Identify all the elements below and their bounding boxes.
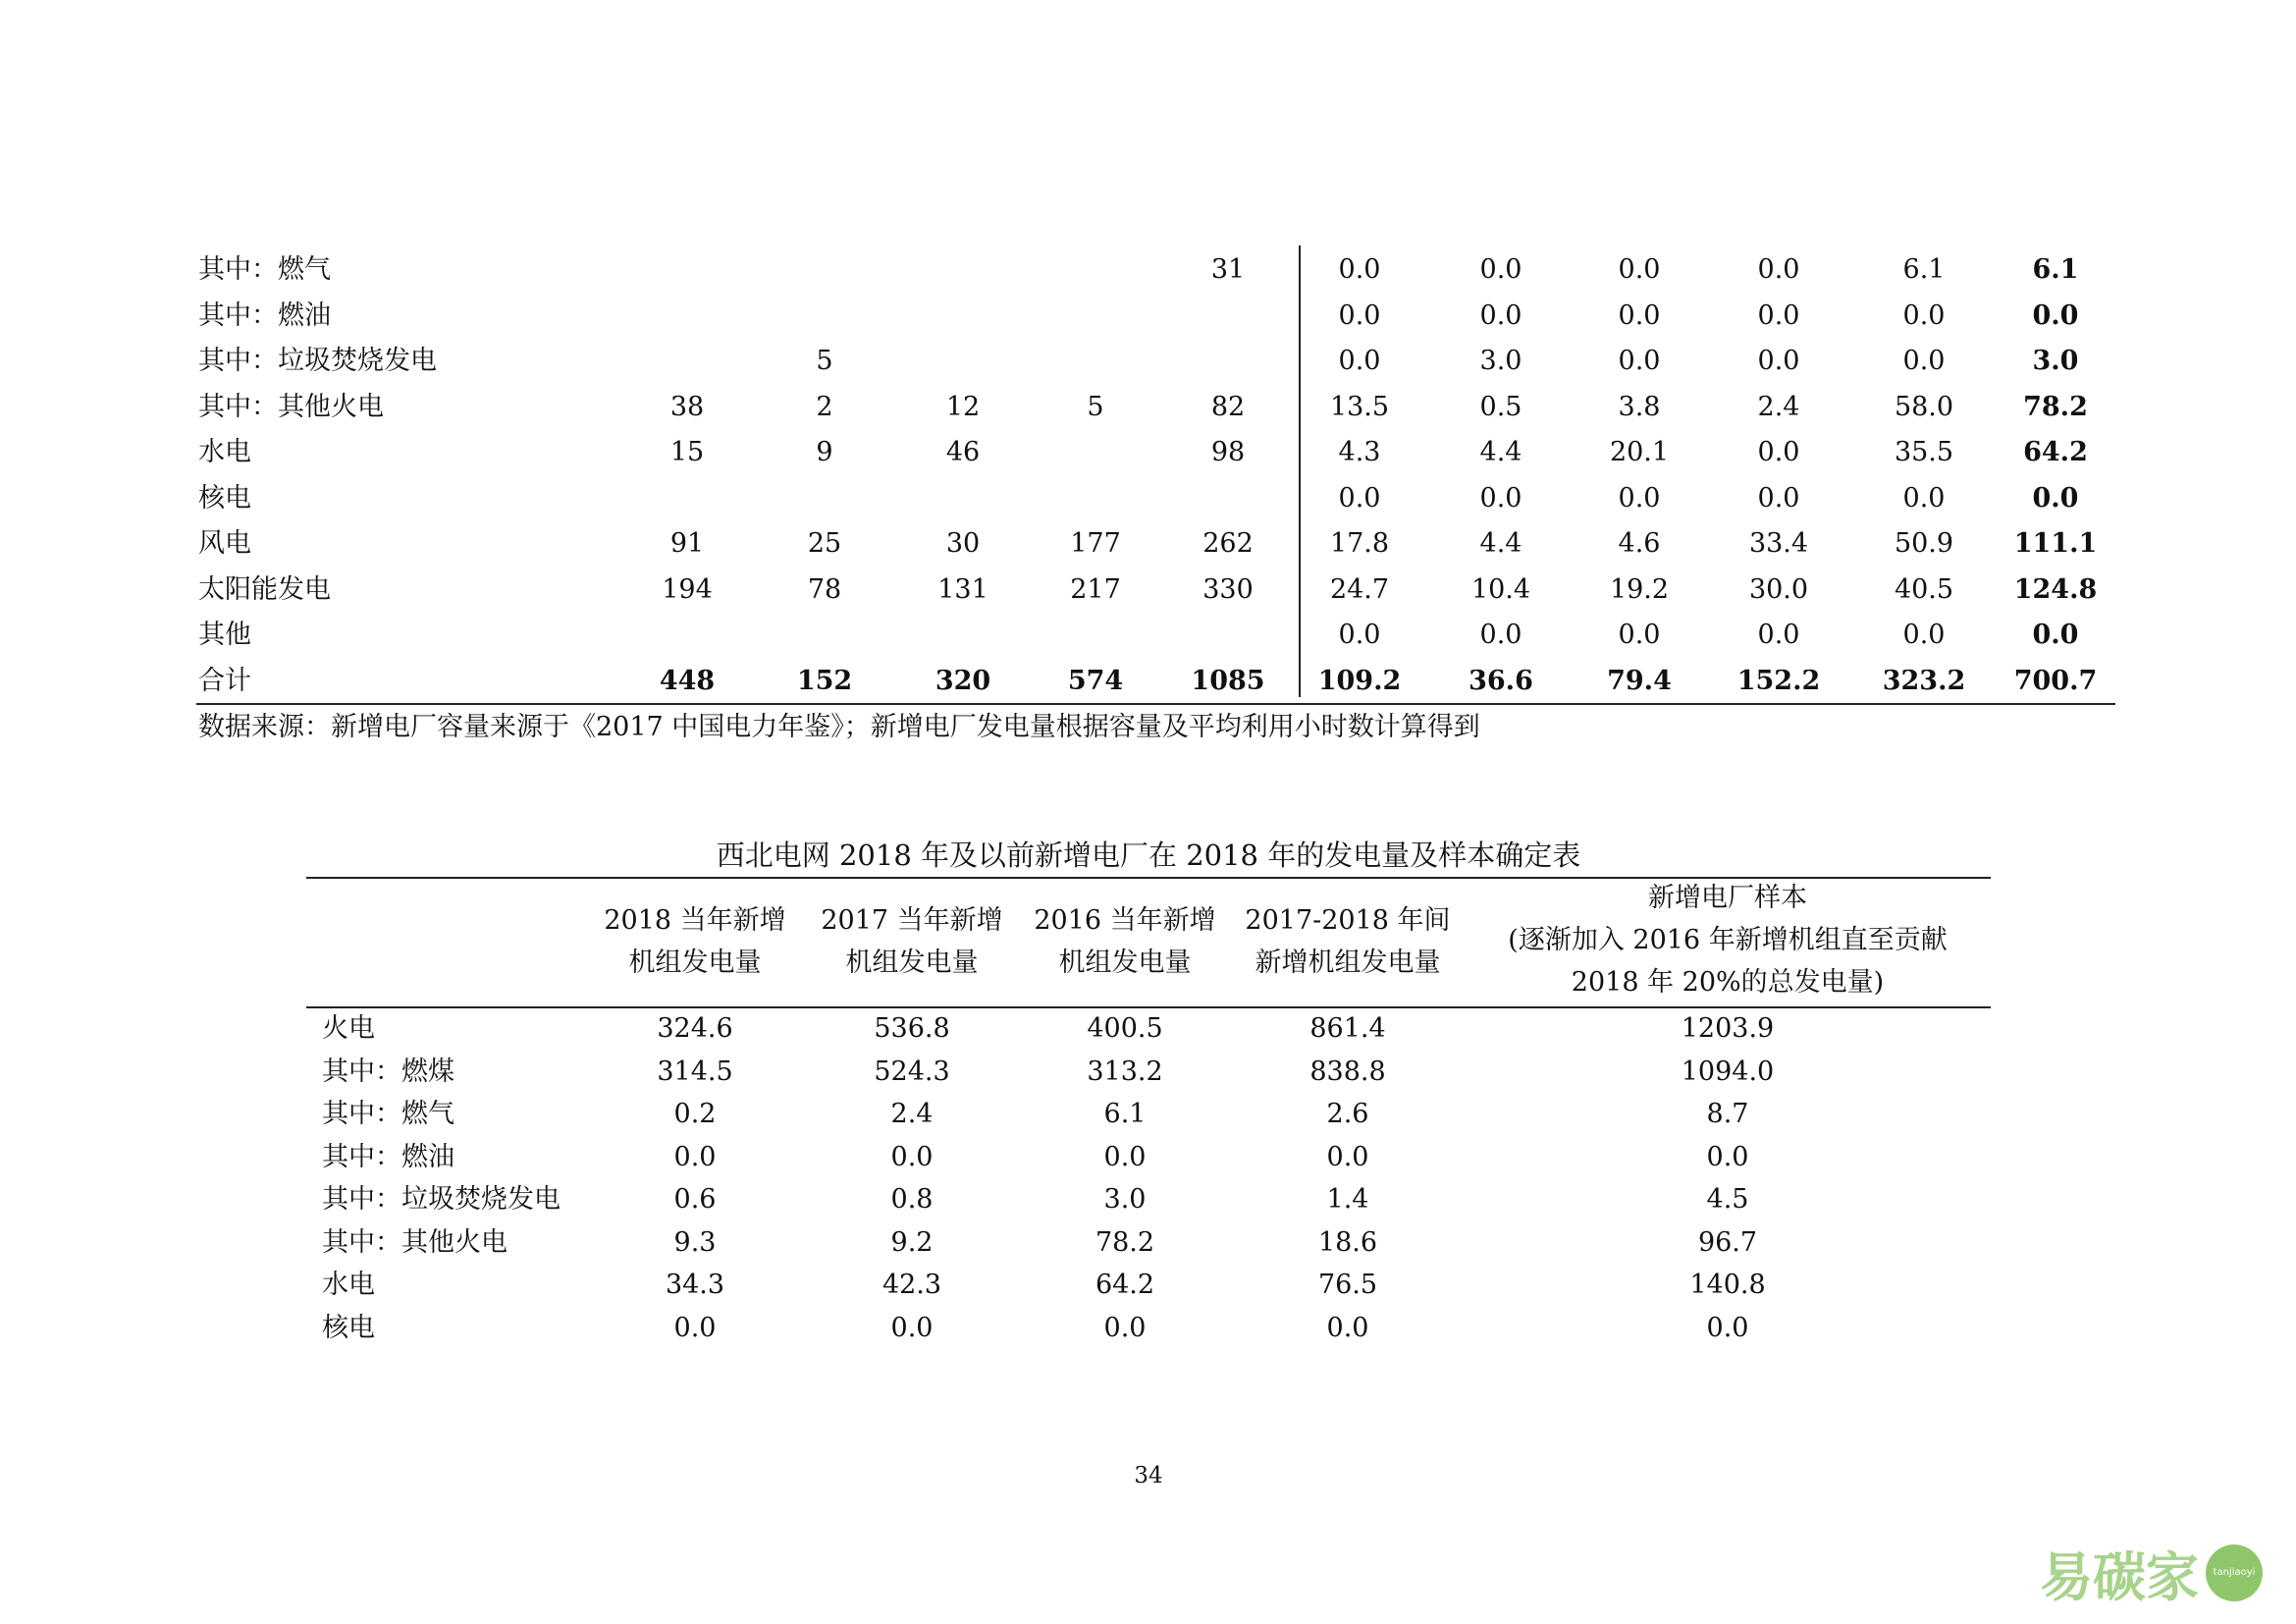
value-cell: 2.4 <box>890 1099 934 1129</box>
row-label: 其中：垃圾焚烧发电 <box>322 1184 561 1215</box>
generation-cell: 109.2 <box>1317 665 1402 696</box>
generation-cell: 19.2 <box>1609 573 1670 605</box>
column-header: 2018 年 20%的总发电量) <box>1571 967 1885 998</box>
row-label: 水电 <box>198 437 251 467</box>
value-cell: 0.0 <box>1326 1141 1369 1172</box>
column-header: 2017 当年新增 <box>821 905 1003 936</box>
page-number: 34 <box>1134 1463 1163 1489</box>
row-label: 风电 <box>198 528 251 559</box>
row-label: 其中：燃油 <box>198 299 331 331</box>
capacity-cell: 1085 <box>1191 665 1265 696</box>
generation-cell: 0.0 <box>1338 299 1381 331</box>
generation-cell: 4.6 <box>1618 528 1661 559</box>
generation-cell: 0.0 <box>1618 346 1661 376</box>
table2-title: 西北电网 2018 年及以前新增电厂在 2018 年的发电量及样本确定表 <box>716 839 1581 872</box>
capacity-cell: 15 <box>669 437 705 467</box>
capacity-cell: 131 <box>937 573 988 605</box>
table2-header-rule <box>306 1006 1991 1008</box>
generation-cell: 3.8 <box>1618 391 1661 422</box>
row-label: 太阳能发电 <box>198 573 331 605</box>
column-header: 机组发电量 <box>628 947 762 978</box>
value-cell: 6.1 <box>1103 1099 1147 1129</box>
capacity-cell: 262 <box>1202 528 1254 559</box>
generation-cell: 79.4 <box>1607 665 1672 696</box>
value-cell: 0.0 <box>1706 1141 1749 1172</box>
row-label: 其中：燃油 <box>322 1141 454 1172</box>
total-row-label: 合计 <box>198 665 251 696</box>
generation-cell: 3.0 <box>1479 346 1522 376</box>
value-cell: 0.0 <box>673 1141 717 1172</box>
generation-cell: 0.0 <box>1902 299 1946 331</box>
capacity-cell: 448 <box>659 665 716 696</box>
row-label: 其中：燃气 <box>198 254 331 285</box>
generation-cell: 4.3 <box>1338 437 1381 467</box>
value-cell: 314.5 <box>657 1056 733 1087</box>
generation-cell: 0.0 <box>1757 254 1800 285</box>
generation-total-cell: 3.0 <box>2032 346 2079 376</box>
column-header: (逐渐加入 2016 年新增机组直至贡献 <box>1508 925 1948 955</box>
column-header: 2017-2018 年间 <box>1245 905 1451 936</box>
column-header: 机组发电量 <box>1058 947 1192 978</box>
generation-cell: 4.4 <box>1479 528 1522 559</box>
value-cell: 0.6 <box>673 1184 717 1215</box>
generation-cell: 24.7 <box>1329 573 1390 605</box>
generation-cell: 0.0 <box>1338 482 1381 514</box>
value-cell: 324.6 <box>657 1013 733 1044</box>
capacity-cell: 5 <box>816 346 833 376</box>
capacity-cell: 25 <box>807 528 842 559</box>
value-cell: 861.4 <box>1309 1013 1386 1044</box>
generation-cell: 0.0 <box>1338 346 1381 376</box>
generation-total-cell: 0.0 <box>2032 620 2079 650</box>
generation-cell: 50.9 <box>1894 528 1954 559</box>
generation-total-cell: 64.2 <box>2023 437 2088 467</box>
generation-cell: 0.0 <box>1479 620 1522 650</box>
value-cell: 42.3 <box>881 1270 942 1300</box>
generation-cell: 0.0 <box>1902 482 1946 514</box>
watermark-badge: tanjiaoyi <box>2206 1544 2263 1601</box>
value-cell: 34.3 <box>665 1270 725 1300</box>
generation-cell: 13.5 <box>1329 391 1390 422</box>
capacity-cell: 5 <box>1087 391 1104 422</box>
value-cell: 96.7 <box>1697 1226 1758 1258</box>
value-cell: 0.0 <box>1326 1312 1369 1343</box>
capacity-cell: 320 <box>934 665 991 696</box>
capacity-cell: 194 <box>662 573 713 605</box>
generation-cell: 323.2 <box>1882 665 1966 696</box>
capacity-cell: 46 <box>945 437 981 467</box>
value-cell: 140.8 <box>1689 1270 1766 1300</box>
value-cell: 9.2 <box>890 1226 934 1258</box>
capacity-cell: 91 <box>669 528 705 559</box>
generation-cell: 0.0 <box>1618 299 1661 331</box>
generation-cell: 36.6 <box>1468 665 1533 696</box>
value-cell: 0.0 <box>1706 1312 1749 1343</box>
value-cell: 313.2 <box>1087 1056 1163 1087</box>
generation-cell: 20.1 <box>1609 437 1670 467</box>
generation-cell: 6.1 <box>1902 254 1946 285</box>
value-cell: 64.2 <box>1095 1270 1155 1300</box>
value-cell: 524.3 <box>874 1056 950 1087</box>
row-label: 其中：燃气 <box>322 1099 454 1129</box>
value-cell: 0.0 <box>890 1312 934 1343</box>
value-cell: 0.0 <box>1103 1312 1147 1343</box>
row-label: 其他 <box>198 620 251 650</box>
value-cell: 2.6 <box>1326 1099 1369 1129</box>
generation-cell: 10.4 <box>1470 573 1531 605</box>
generation-cell: 4.4 <box>1479 437 1522 467</box>
generation-cell: 0.0 <box>1618 254 1661 285</box>
capacity-cell: 574 <box>1067 665 1124 696</box>
value-cell: 838.8 <box>1309 1056 1386 1087</box>
generation-cell: 0.0 <box>1338 254 1381 285</box>
value-cell: 0.0 <box>1103 1141 1147 1172</box>
generation-cell: 58.0 <box>1894 391 1954 422</box>
capacity-cell: 9 <box>816 437 833 467</box>
capacity-cell: 30 <box>945 528 981 559</box>
value-cell: 0.0 <box>673 1312 717 1343</box>
row-label: 水电 <box>322 1270 375 1300</box>
generation-total-cell: 124.8 <box>2013 573 2098 605</box>
column-header: 2016 当年新增 <box>1034 905 1216 936</box>
generation-total-cell: 700.7 <box>2013 665 2098 696</box>
capacity-cell: 31 <box>1210 254 1246 285</box>
generation-cell: 35.5 <box>1894 437 1954 467</box>
capacity-cell: 2 <box>816 391 833 422</box>
generation-total-cell: 78.2 <box>2023 391 2088 422</box>
generation-cell: 0.0 <box>1338 620 1381 650</box>
capacity-cell: 152 <box>796 665 853 696</box>
capacity-cell: 177 <box>1070 528 1121 559</box>
value-cell: 4.5 <box>1706 1184 1749 1215</box>
column-header: 新增机组发电量 <box>1255 947 1441 978</box>
value-cell: 0.0 <box>890 1141 934 1172</box>
generation-total-cell: 111.1 <box>2013 528 2098 559</box>
generation-total-cell: 0.0 <box>2032 299 2079 331</box>
row-label: 核电 <box>198 482 251 514</box>
table1-bottom-rule <box>196 703 2115 705</box>
row-label: 其中：其他火电 <box>322 1226 507 1258</box>
generation-cell: 0.0 <box>1757 482 1800 514</box>
generation-cell: 0.0 <box>1757 620 1800 650</box>
capacity-cell: 12 <box>945 391 981 422</box>
generation-total-cell: 0.0 <box>2032 482 2079 514</box>
source-note: 数据来源：新增电厂容量来源于《2017 中国电力年鉴》；新增电厂发电量根据容量及平均利用小时数计算得到 <box>198 712 1480 742</box>
row-label: 其中：垃圾焚烧发电 <box>198 346 437 376</box>
value-cell: 0.8 <box>890 1184 934 1215</box>
generation-cell: 0.0 <box>1902 620 1946 650</box>
generation-cell: 0.0 <box>1618 620 1661 650</box>
value-cell: 1.4 <box>1326 1184 1369 1215</box>
capacity-cell: 98 <box>1210 437 1246 467</box>
generation-cell: 0.0 <box>1757 437 1800 467</box>
generation-cell: 0.0 <box>1479 482 1522 514</box>
value-cell: 8.7 <box>1706 1099 1749 1129</box>
generation-cell: 0.5 <box>1479 391 1522 422</box>
value-cell: 0.2 <box>673 1099 717 1129</box>
table1-column-divider <box>1299 245 1301 697</box>
generation-cell: 0.0 <box>1479 299 1522 331</box>
row-label: 其中：燃煤 <box>322 1056 454 1087</box>
value-cell: 76.5 <box>1317 1270 1378 1300</box>
capacity-cell: 38 <box>669 391 705 422</box>
capacity-cell: 217 <box>1070 573 1121 605</box>
generation-cell: 40.5 <box>1894 573 1954 605</box>
generation-cell: 152.2 <box>1736 665 1821 696</box>
value-cell: 536.8 <box>874 1013 950 1044</box>
capacity-cell: 78 <box>807 573 842 605</box>
generation-cell: 30.0 <box>1748 573 1809 605</box>
value-cell: 1094.0 <box>1681 1056 1775 1087</box>
watermark-logo: 易碳家 <box>2040 1546 2199 1608</box>
generation-cell: 0.0 <box>1757 299 1800 331</box>
value-cell: 78.2 <box>1095 1226 1155 1258</box>
column-header: 2018 当年新增 <box>604 905 786 936</box>
generation-cell: 0.0 <box>1479 254 1522 285</box>
generation-cell: 2.4 <box>1757 391 1800 422</box>
capacity-cell: 82 <box>1210 391 1246 422</box>
row-label: 火电 <box>322 1013 375 1044</box>
value-cell: 1203.9 <box>1681 1013 1775 1044</box>
generation-cell: 0.0 <box>1618 482 1661 514</box>
capacity-cell: 330 <box>1202 573 1254 605</box>
generation-total-cell: 6.1 <box>2032 254 2079 285</box>
row-label: 核电 <box>322 1312 375 1343</box>
column-header: 新增电厂样本 <box>1648 883 1807 913</box>
value-cell: 3.0 <box>1103 1184 1147 1215</box>
generation-cell: 0.0 <box>1902 346 1946 376</box>
generation-cell: 17.8 <box>1329 528 1390 559</box>
value-cell: 400.5 <box>1087 1013 1163 1044</box>
value-cell: 18.6 <box>1317 1226 1378 1258</box>
column-header: 机组发电量 <box>845 947 979 978</box>
generation-cell: 33.4 <box>1748 528 1809 559</box>
generation-cell: 0.0 <box>1757 346 1800 376</box>
row-label: 其中：其他火电 <box>198 391 384 422</box>
table2-top-rule <box>306 877 1991 879</box>
value-cell: 9.3 <box>673 1226 717 1258</box>
